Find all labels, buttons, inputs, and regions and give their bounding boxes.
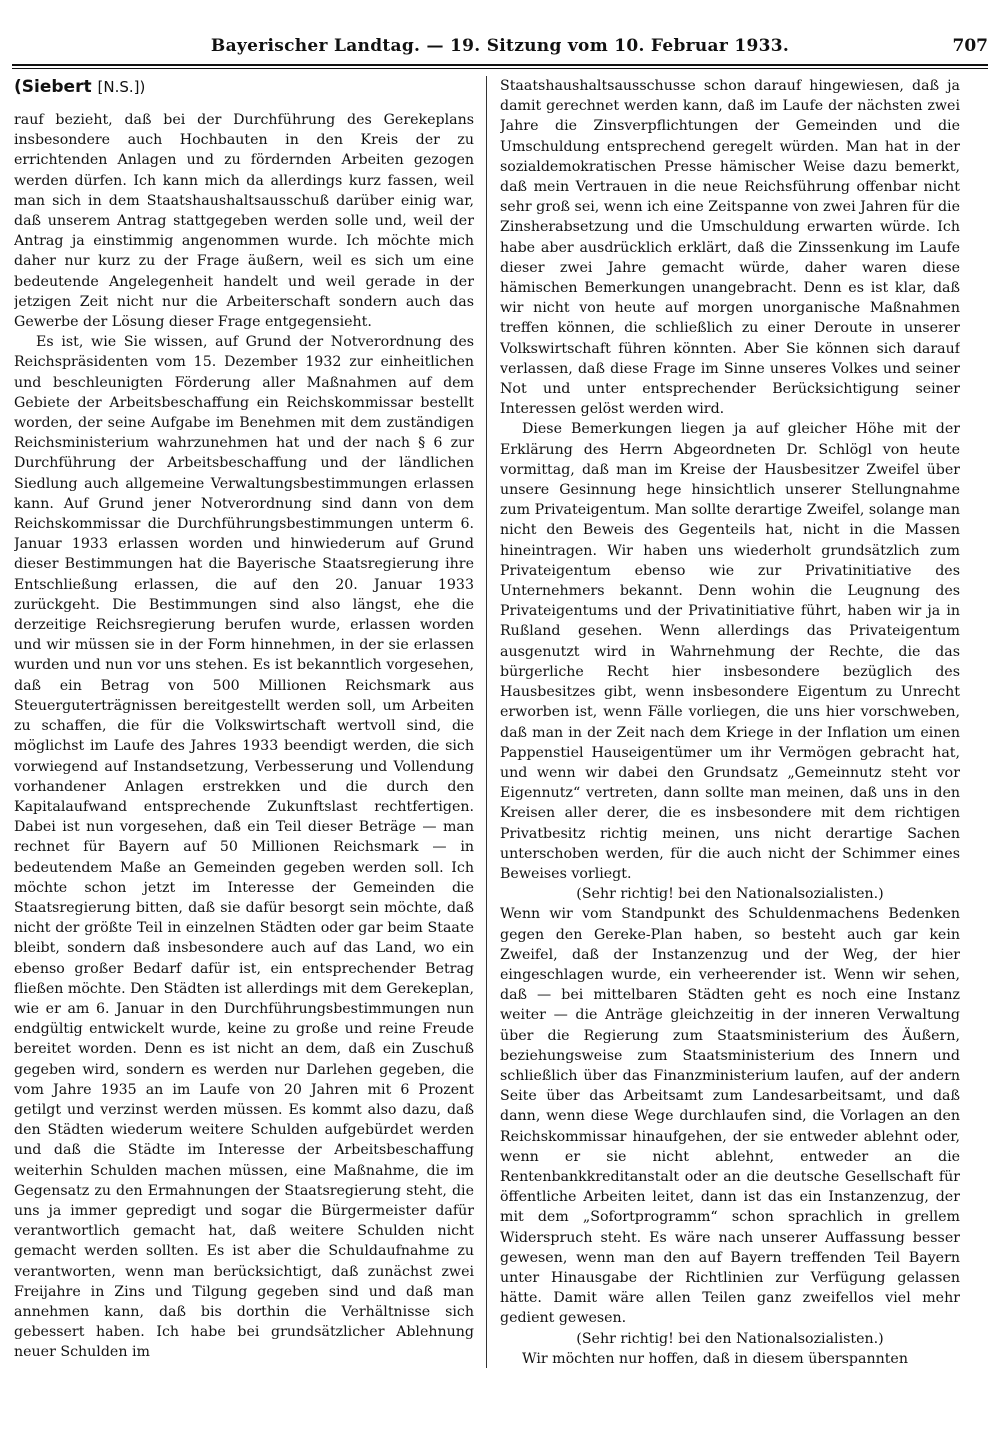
paragraph-continued: rauf bezieht, daß bei der Durchführung des Gerekeplans insbesondere auch Hochbauten in den Kreis der zu errichtenden Anlagen und zu fördernden Arbeiten gezogen werden dürfen. Ich kann mich da allerdings kurz fassen, weil man sich in dem Staatshaushaltsausschuß darüber einig war, daß unserem Antrag stattgegeben werden solle und, weil der Antrag ja einstimmig angenommen wurde. Ich möchte mich daher nur kurz zu der Frage äußern, weil es sich um eine bedeutende Angelegenheit handelt und weil gerade in der jetzigen Zeit nicht nur die Arbeiterschaft sondern auch das Gewerbe der Lösung dieser Frage entgegensieht.	[14, 112, 474, 331]
speaker-party: [N.S.])	[97, 78, 146, 96]
paragraph: Wir möchten nur hoffen, daß in diesem überspannten	[522, 1350, 908, 1367]
paragraph: Wenn wir vom Standpunkt des Schuldenmachens Bedenken gegen den Gereke-Plan haben, so besteht auch gar kein Zweifel, daß der Instanzenzug und der Weg, der hier eingeschlagen wurde, ein verheerender ist. Wenn wir sehen, daß — bei mittelbaren Städten geht es noch eine Instanz weiter — die Anträge gleichzeitig in der inneren Verwaltung über die Regierung zum Staatsministerium des Äußern, beziehungsweise zum Staatsministerium des Innern und schließlich über das Finanzministerium laufen, auf der andern Seite über das Arbeitsamt zum Landesarbeitsamt, und daß dann, wenn diese Wege durchlaufen sind, die Vorlagen an den Reichskommissar hinaufgehen, der sie entweder ablehnt oder, wenn er sie nicht ablehnt, entweder an die Rentenbankkreditanstalt oder an die deutsche Gesellschaft für öffentliche Arbeiten leitet, dann ist das ein Instanzenzug, der mit dem „Sofortprogramm“ schon sprachlich in grellem Widerspruch steht. Es wäre nach unserer Auffassung besser gewesen, wenn man den auf Bayern treffenden Teil Bayern unter Hinausgabe der Richtlinien zur Verfügung gelassen hätte. Damit wäre allen Teilen ganz zweifellos viel mehr gedient gewesen.	[500, 906, 960, 1327]
speaker-name: (Siebert	[14, 77, 92, 97]
paragraph: Diese Bemerkungen liegen ja auf gleicher Höhe mit der Erklärung des Herrn Abgeordneten Dr. Schlögl von heute vormittag, daß man im Kreise der Hausbesitzer Zweifel über unsere Gesinnung hege hinsichtlich unserer Stellungnahme zum Privateigentum. Man sollte derartige Zweifel, solange man nicht den Beweis des Gegenteils hat, nicht in die Massen hineintragen. Wir haben uns wiederholt grundsätzlich zum Privateigentum ebenso wie zur Privatinitiative des Unternehmers bekannt. Denn wohin die Leugnung des Privateigentums und der Privatinitiative führt, haben wir ja in Rußland gesehen. Wenn allerdings das Privateigentum ausgenutzt wird in Wahrnehmung der Rechte, die das bürgerliche Recht hier insbesondere bezüglich des Hausbesitzes gibt, wenn insbesondere Eigentum zu Unrecht erworben ist, wenn Fälle vorliegen, die uns hier vorschweben, daß man in der Zeit nach dem Kriege in der Inflation um einen Pappenstiel Hauseigentümer um ihr Vermögen gebracht hat, und wenn wir dabei den Grundsatz „Gemeinnutz steht vor Eigennutz“ vertreten, dann sollte man meinen, daß uns in den Kreisen aller derer, die es insbesondere mit dem richtigen Privatbesitz richtig meinen, uns nicht derartige Sachen unterschoben werden, für die auch nicht der Schimmer eines Beweises vorliegt.	[500, 421, 960, 882]
page-number: 707	[952, 36, 988, 56]
running-title: Bayerischer Landtag. — 19. Sitzung vom 10. Februar 1933.	[210, 36, 790, 56]
paragraph-continued: Staatshaushaltsausschusse schon darauf hingewiesen, daß ja damit gerechnet werden kann, daß im Laufe der nächsten zwei Jahre die Zinsverpflichtungen der Gemeinden und die Umschuldung entsprechend geregelt würden. Man hat in der sozialdemokratischen Presse hämischer Weise dazu bemerkt, daß mein Vertrauen in die neue Reichsführung offenbar nicht sehr groß sei, wenn ich eine Zeitspanne von zwei Jahren für die Zinsherabsetzung und die Umschuldung erwarten würde. Ich habe aber ausdrücklich erklärt, daß die Zinssenkung im Laufe dieser zwei Jahre gemacht würde, daher waren diese hämischen Bemerkungen unangebracht. Denn es ist klar, daß wir nicht von heute auf morgen unorganische Maßnahmen treffen können, die schließlich zu einer Deroute in unserer Volkswirtschaft führen könnten. Aber Sie können sich darauf verlassen, daß diese Frage im Sinne unseres Volkes und seiner Not und unter entsprechender Berücksichtigung seiner Interessen gelöst werden wird.	[500, 78, 960, 418]
header-rule	[12, 64, 988, 69]
left-column	[14, 76, 474, 1376]
speaker-heading	[14, 76, 474, 98]
interjection: (Sehr richtig! bei den Nationalsozialisten.)	[576, 886, 884, 903]
running-header	[12, 36, 988, 66]
paragraph: Es ist, wie Sie wissen, auf Grund der Notverordnung des Reichspräsidenten vom 15. Dezember 1932 zur einheitlichen und beschleunigten Förderung aller Maßnahmen auf dem Gebiete der Arbeitsbeschaffung ein Reichskommissar bestellt worden, der seine Aufgabe im Benehmen mit dem zuständigen Reichsministerium wahrzunehmen hat und der nach § 6 zur Durchführung der Arbeitsbeschaffung und der ländlichen Siedlung auch allgemeine Verwaltungsbestimmungen erlassen kann. Auf Grund jener Notverordnung sind dann von dem Reichskommissar die Durchführungsbestimmungen unterm 6. Januar 1933 erlassen worden und hinwiederum auf Grund dieser Bestimmungen hat die Bayerische Staatsregierung ihre Entschließung erlassen, die auf den 20. Januar 1933 zurückgeht. Die Bestimmungen sind also längst, ehe die derzeitige Reichsregierung berufen wurde, erlassen worden und wir müssen sie in der Form hinnehmen, in der sie erlassen wurden und nun vor uns stehen. Es ist bekanntlich vorgesehen, daß ein Betrag von 500 Millionen Reichsmark aus Steuerguterträgnissen bereitgestellt werden soll, um Arbeiten zu schaffen, die für die Volkswirtschaft wertvoll sind, die möglichst im Laufe des Jahres 1933 beendigt werden, die sich vorwiegend auf Instandsetzung, Verbesserung und Vollendung vorhandener Anlagen erstrekken und die durch den Kapitalaufwand entsprechende Zukunftslast rechtfertigen. Dabei ist nun vorgesehen, daß ein Teil dieser Beträge — man rechnet für Bayern auf 50 Millionen Reichsmark — in bedeutendem Maße an Gemeinden gegeben werden soll. Ich möchte schon jetzt im Interesse der Gemeinden die Staatsregierung bitten, daß sie dafür besorgt sein möchte, daß nicht der größte Teil in einzelnen Städten oder gar beim Staate bleibt, sondern daß insbesondere auch auf das Land, wo ein ebenso großer Bedarf dafür ist, ein entsprechender Betrag fließen möchte. Den Städten ist allerdings mit dem Gerekeplan, wie er am 6. Januar in den Durchführungsbestimmungen nun endgültig entwickelt wurde, keine zu große und reine Freude bereitet worden. Denn es ist nicht an dem, daß ein Zuschuß gegeben wird, sondern es werden nur Darlehen gegeben, die vom Jahre 1935 an im Laufe von 20 Jahren mit 6 Prozent getilgt und verzinst werden müssen. Es kommt also dazu, daß den Städten wiederum weitere Schulden aufgebürdet werden und daß die Städte im Interesse der Arbeitsbeschaffung weiterhin Schulden machen müssen, eine Maßnahme, die im Gegensatz zu den Ermahnungen der Staatsregierung steht, die uns ja immer gepredigt und sogar die Bürgermeister dafür verantwortlich gemacht hat, daß weitere Schulden nicht gemacht werden sollten. Es ist aber die Schuldaufnahme zu verantworten, wenn man berücksichtigt, daß zunächst zwei Freijahre in Zins und Tilgung gegeben sind und daß man annehmen kann, daß bis dorthin die Verhältnisse sich gebessert haben. Ich habe bei grundsätzlicher Ablehnung neuer Schulden im	[14, 334, 474, 1361]
interjection: (Sehr richtig! bei den Nationalsozialisten.)	[576, 1330, 884, 1347]
right-column	[500, 76, 960, 1376]
column-divider	[486, 76, 487, 1368]
